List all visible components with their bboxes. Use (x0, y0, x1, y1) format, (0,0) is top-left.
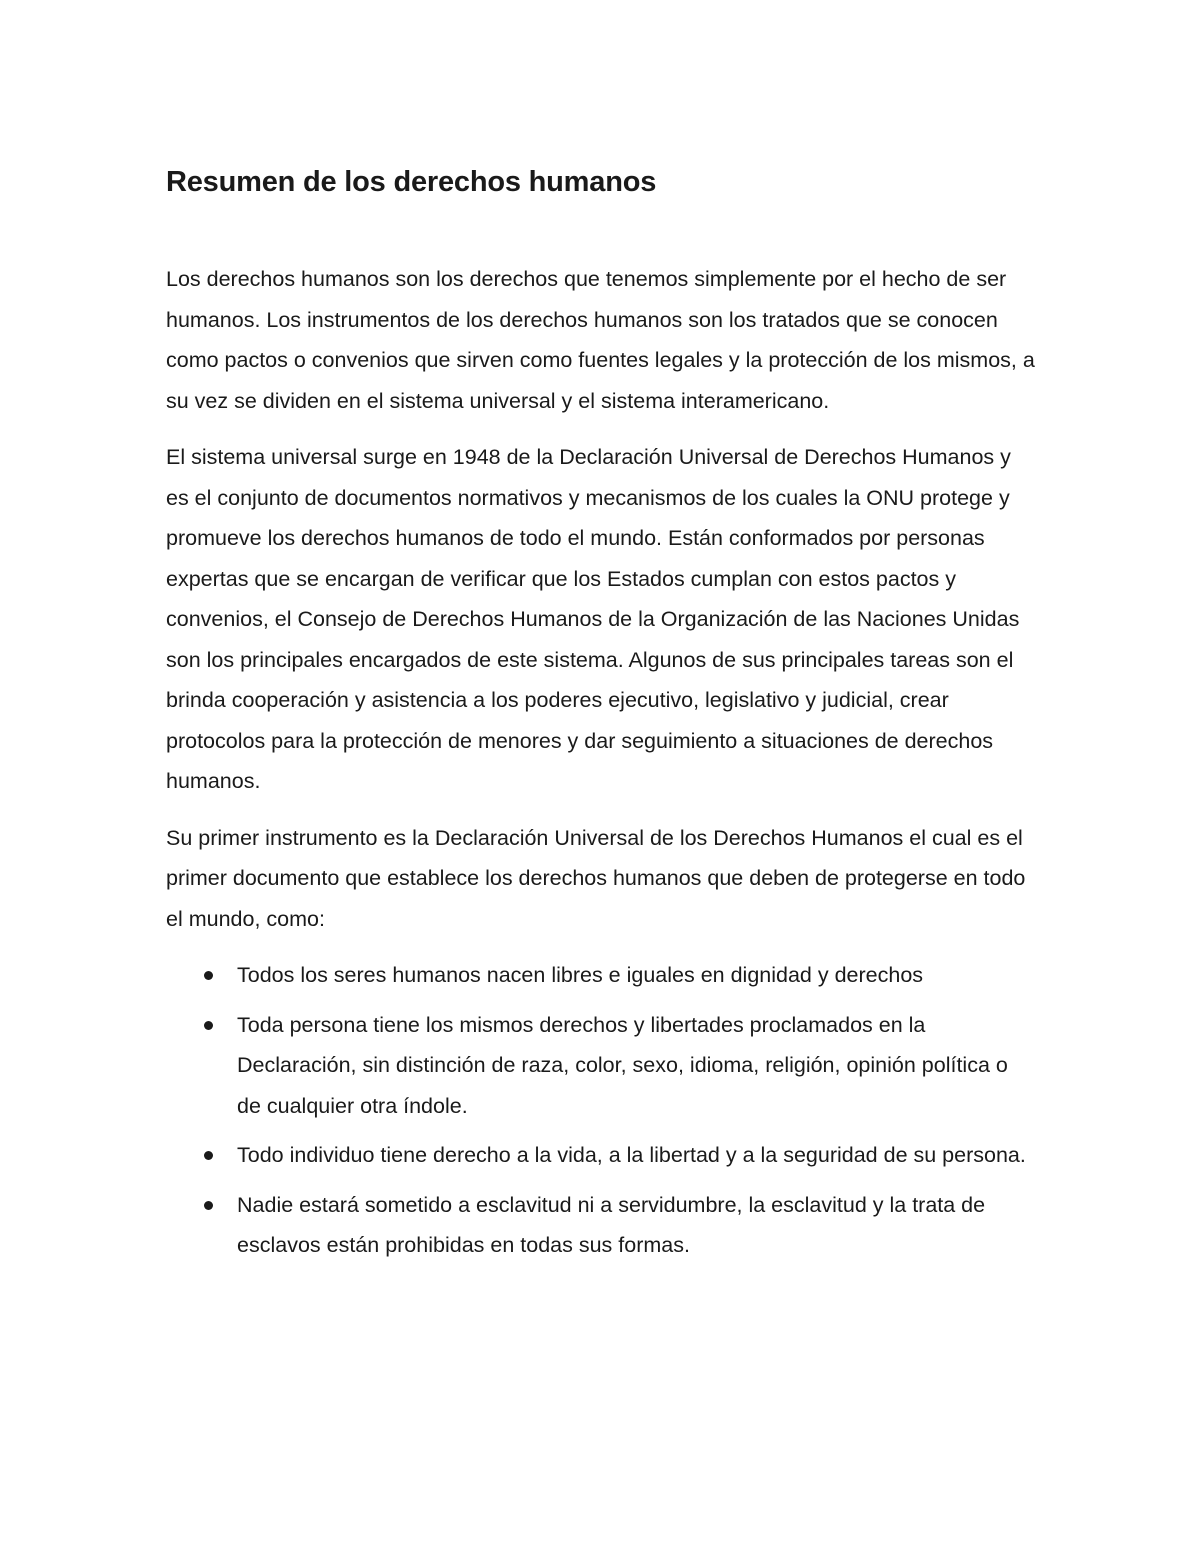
list-item (166, 955, 1036, 996)
bullet-icon (204, 1021, 213, 1030)
bullet-icon (204, 1201, 213, 1210)
paragraph-intro: Los derechos humanos son los derechos que tenemos simplemente por el hecho de ser humanos. Los instrumentos de los derechos humanos son los tratados que se conocen como pactos o convenios que sirven como fuentes legales y la protección de los mismos, a su vez se dividen en el sistema universal y el sistema interamericano. (166, 267, 1035, 413)
list-item (166, 1135, 1036, 1176)
list-item (166, 1185, 1036, 1266)
list-item-text: Todo individuo tiene derecho a la vida, a la libertad y a la seguridad de su persona. (237, 1143, 1026, 1167)
paragraph-first-instrument: Su primer instrumento es la Declaración Universal de los Derechos Humanos el cual es el primer documento que establece los derechos humanos que deben de protegerse en todo el mundo, como: (166, 825, 1026, 931)
document-title: Resumen de los derechos humanos (166, 166, 657, 198)
bullet-icon (204, 971, 213, 980)
rights-list (166, 955, 1036, 1266)
paragraph-universal-system: El sistema universal surge en 1948 de la Declaración Universal de Derechos Humanos y es el conjunto de documentos normativos y mecanismos de los cuales la ONU protege y promueve los derechos humanos de todo el mundo. Están conformados por personas expertas que se encargan de verificar que los Estados cumplan con estos pactos y convenios, el Consejo de Derechos Humanos de la Organización de las Naciones Unidas son los principales encargados de este sistema. Algunos de sus principales tareas son el brinda cooperación y asistencia a los poderes ejecutivo, legislativo y judicial, crear protocolos para la protección de menores y dar seguimiento a situaciones de derechos humanos. (166, 445, 1020, 793)
document-page (166, 160, 1036, 1275)
bullet-icon (204, 1151, 213, 1160)
list-item-text: Todos los seres humanos nacen libres e iguales en dignidad y derechos (237, 963, 924, 987)
list-item (166, 1005, 1036, 1127)
list-item-text: Nadie estará sometido a esclavitud ni a servidumbre, la esclavitud y la trata de esclavos están prohibidas en todas sus formas. (237, 1192, 986, 1257)
list-item-text: Toda persona tiene los mismos derechos y libertades proclamados en la Declaración, sin distinción de raza, color, sexo, idioma, religión, opinión política o de cualquier otra índole. (237, 1012, 1008, 1118)
